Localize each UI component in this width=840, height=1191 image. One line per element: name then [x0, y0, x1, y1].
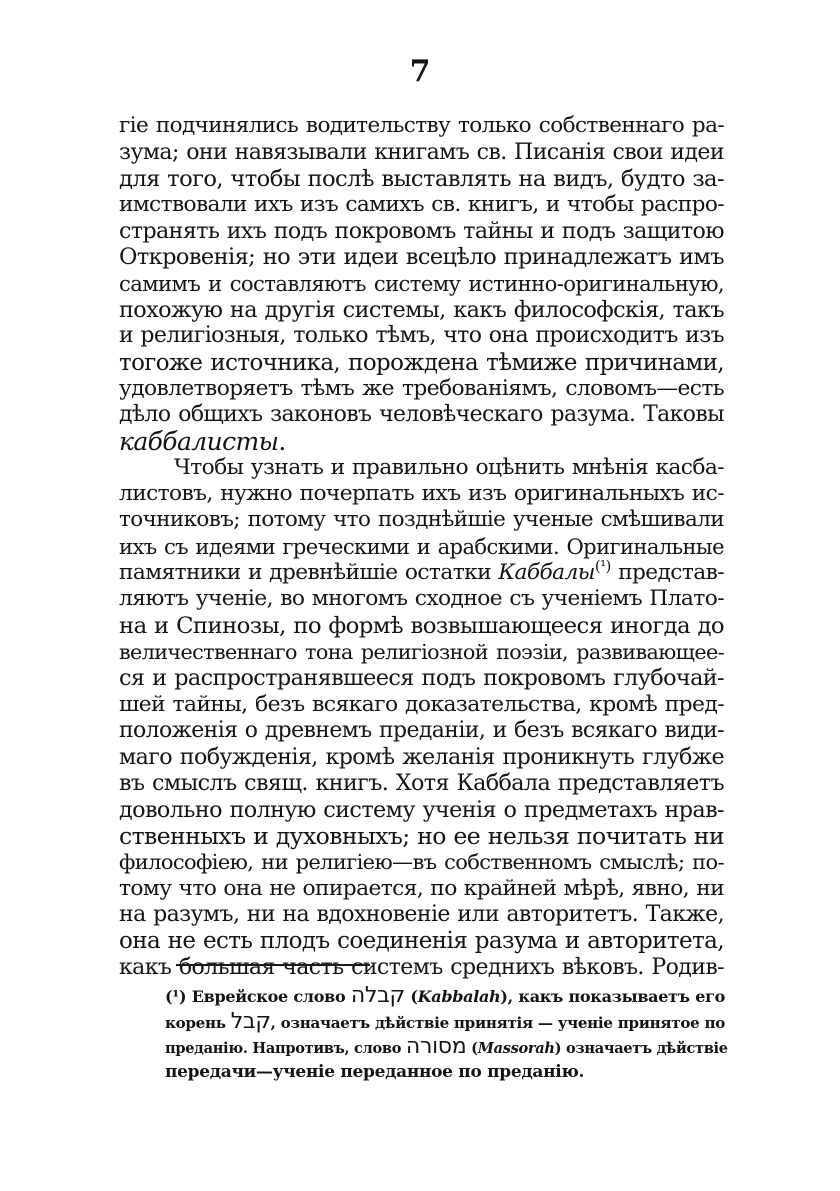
- text-fragment: ) означаетъ дѣйствіе: [554, 1040, 728, 1057]
- text-line: величественнаго тона религіозной поэзіи, развивающее-: [119, 639, 724, 664]
- footnote: [165, 983, 728, 1085]
- text-fragment: корень: [165, 1013, 231, 1032]
- text-fragment: (: [404, 987, 418, 1006]
- text-line: шей тайны, безъ всякаго доказательства, кромѣ пред-: [119, 691, 724, 717]
- footnote-line: [165, 983, 725, 1009]
- text-line: какъ большая часть системъ среднихъ вѣковъ. Родив-: [119, 954, 724, 980]
- text-line: имствовали ихъ изъ самихъ св. книгъ, и чтобы распро-: [119, 191, 724, 217]
- latin-term: Massorah: [477, 1040, 555, 1057]
- italic-term: каббалисты: [119, 426, 279, 456]
- text-line: на и Спинозы, по формѣ возвышающееся иногда до: [119, 612, 724, 639]
- text-line: маго побужденія, кромѣ желанія проникнуть глубже: [119, 744, 724, 771]
- text-line: довольно полную систему ученія о предметахъ нрав-: [119, 796, 724, 823]
- text-fragment: Еврейское слово: [186, 987, 351, 1006]
- text-line: ся и распространявшееся подъ покровомъ глубочай-: [119, 665, 724, 692]
- text-fragment: преданію. Напротивъ, слово: [165, 1040, 406, 1057]
- text-line: положенія о древнемъ преданіи, и безъ всякаго види-: [119, 717, 724, 743]
- text-fragment: памятники и древнѣйшіе остатки: [119, 560, 499, 586]
- text-fragment: представ-: [610, 560, 724, 586]
- text-line: на разумъ, ни на вдохновеніе или авторитетъ. Также,: [119, 901, 724, 927]
- text-line: и религіозныя, только тѣмъ, что она происходитъ изъ: [119, 323, 724, 349]
- text-fragment: (: [466, 1040, 478, 1057]
- footnote-mark: (¹): [165, 987, 187, 1006]
- page-number: 7: [409, 54, 431, 89]
- italic-term: Каббалы: [498, 560, 595, 586]
- text-line: точниковъ; потому что позднѣйшіе ученые смѣшивали: [119, 507, 724, 533]
- text-line: Откровенія; но эти идеи всецѣло принадлежатъ имъ: [119, 244, 724, 271]
- footnote-line: [165, 1009, 725, 1035]
- text-line: ихъ съ идеями греческими и арабскими. Оригинальные: [119, 533, 724, 559]
- hebrew-word: קבלה: [350, 983, 405, 1008]
- text-fragment: ), какъ показываетъ его: [500, 987, 725, 1006]
- body-text: [119, 113, 724, 981]
- text-line: тому что она не опирается, по крайней мѣрѣ, явно, ни: [119, 875, 724, 901]
- text-line: гіе подчинялись водительству только собственнаго ра-: [119, 113, 724, 138]
- footnote-reference[interactable]: (¹): [594, 556, 611, 575]
- text-line: тогоже источника, порождена тѣмиже причинами,: [119, 349, 724, 376]
- footnote-divider: [176, 964, 370, 966]
- text-line: ственныхъ и духовныхъ; но ее нельзя почитать ни: [119, 822, 724, 851]
- text-line: для того, чтобы послѣ выставлять на видъ, будто за-: [119, 165, 724, 192]
- text-line: похожую на другія системы, какъ философскія, такъ: [119, 297, 724, 324]
- text-line: странять ихъ подъ покровомъ тайны и подъ защитою: [119, 218, 724, 245]
- text-line: удовлетворяетъ тѣмъ же требованіямъ, словомъ—есть: [119, 375, 724, 401]
- text-line: самимъ и составляютъ систему истинно-оригинальную,: [119, 270, 724, 296]
- text-fragment: .: [278, 426, 286, 456]
- text-line: въ смыслъ свящ. книгъ. Хотя Каббала представляетъ: [119, 770, 724, 797]
- text-line: [119, 556, 724, 586]
- latin-term: Kabbalah: [417, 987, 501, 1006]
- text-line: дѣло общихъ законовъ человѣческаго разума. Таковы: [119, 402, 724, 428]
- text-line: [119, 426, 724, 456]
- text-line: Чтобы узнать и правильно оцѣнить мнѣнія касба-: [174, 454, 724, 480]
- text-line: философіею, ни религіею—въ собственномъ смыслѣ; по-: [119, 850, 724, 875]
- hebrew-word: קבל: [230, 1008, 271, 1034]
- text-line: листовъ, нужно почерпать ихъ изъ оригинальныхъ ис-: [119, 481, 724, 507]
- hebrew-word: מסורה: [405, 1034, 467, 1059]
- text-line: ляютъ ученіе, во многомъ сходное съ ученіемъ Плато-: [119, 586, 724, 612]
- text-line: зума; они навязывали книгамъ св. Писанія свои идеи: [119, 139, 724, 166]
- text-line: она не есть плодъ соединенія разума и авторитета,: [119, 928, 724, 955]
- text-fragment: , означаетъ дѣйствіе принятія — ученіе принятое по: [270, 1013, 725, 1032]
- footnote-line: [165, 1034, 728, 1060]
- footnote-line: передачи—ученіе переданное по преданію.: [165, 1061, 585, 1082]
